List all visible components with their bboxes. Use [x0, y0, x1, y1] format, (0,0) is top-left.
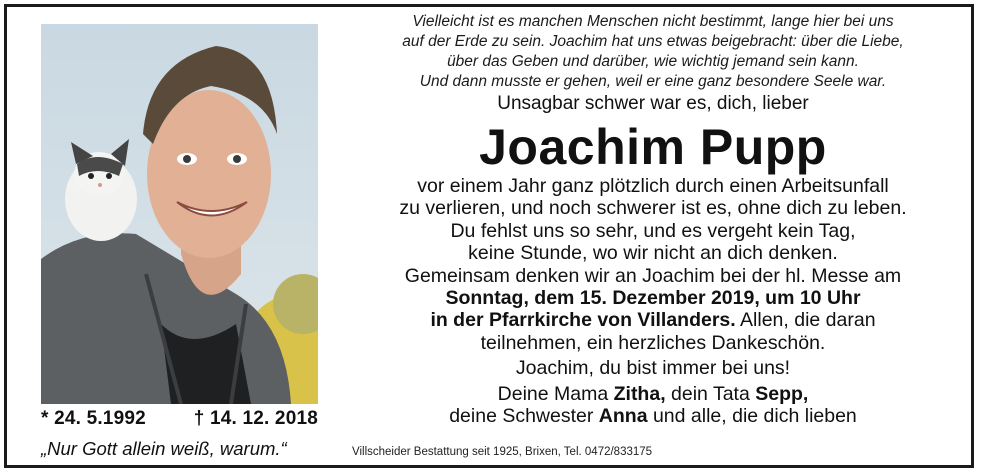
family-line-1	[348, 383, 958, 405]
family-text: Deine Mama	[497, 382, 614, 405]
quote-line: Und dann musste er gehen, weil er eine ganz besondere Seele war.	[419, 73, 887, 90]
quote-line: Vielleicht ist es manchen Menschen nicht bestimmt, lange hier bei uns	[412, 13, 894, 30]
portrait-photo	[41, 24, 318, 404]
church-line	[348, 309, 958, 331]
family-text: deine Schwester	[449, 405, 599, 428]
family-text: dein Tata	[665, 382, 756, 405]
mass-date-line	[348, 287, 958, 309]
life-dates	[41, 408, 318, 430]
motto: „Nur Gott allein weiß, warum.“	[41, 438, 287, 459]
sister-name: Anna	[598, 405, 648, 428]
text-line: Du fehlst uns so sehr, und es vergeht kein Tag,	[450, 219, 856, 242]
mass-date: Sonntag, dem 15. Dezember 2019, um 10 Uhr	[445, 287, 861, 310]
quote-line: über das Geben und darüber, wie wichtig jemand sein kann.	[447, 53, 859, 70]
quote-line: auf der Erde zu sein. Joachim hat uns etwas beigebracht: über die Liebe,	[402, 33, 904, 50]
opening-quote	[348, 12, 958, 92]
death-date: † 14. 12. 2018	[193, 408, 318, 429]
text-line: Gemeinsam denken wir an Joachim bei der hl. Messe am	[404, 264, 902, 287]
text-line: keine Stunde, wo wir nicht an dich denken.	[468, 242, 838, 265]
lead-line: Unsagbar schwer war es, dich, lieber	[497, 93, 809, 114]
funeral-home-footer: Villscheider Bestattung seit 1925, Brixen, Tel. 0472/833175	[352, 446, 653, 458]
obituary-text	[348, 175, 958, 427]
family-line-2	[348, 405, 958, 427]
closing-line: Joachim, du bist immer bei uns!	[515, 357, 791, 380]
text-line: teilnehmen, ein herzliches Dankeschön.	[480, 331, 826, 354]
tata-name: Sepp,	[755, 382, 809, 405]
mama-name: Zitha,	[613, 382, 666, 405]
deceased-name: Joachim Pupp	[479, 119, 827, 175]
family-text: und alle, die dich lieben	[647, 405, 857, 428]
text-line: vor einem Jahr ganz plötzlich durch einen Arbeitsunfall	[417, 175, 889, 197]
church-rest: Allen, die daran	[735, 309, 876, 332]
text-line: zu verlieren, und noch schwerer ist es, ohne dich zu leben.	[399, 197, 907, 220]
church-name: in der Pfarrkirche von Villanders.	[430, 309, 736, 332]
birth-date: * 24. 5.1992	[41, 408, 146, 429]
